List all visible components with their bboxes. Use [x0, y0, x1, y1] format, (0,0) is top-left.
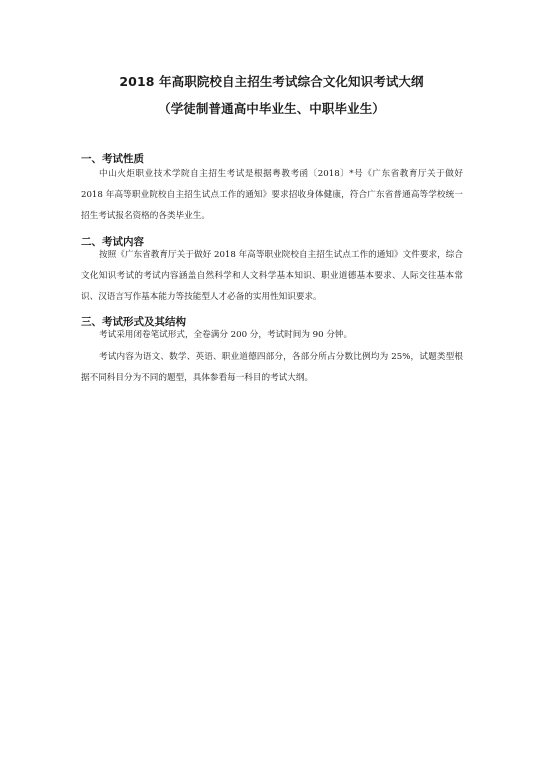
section-heading-format: 三、考试形式及其结构 — [81, 316, 186, 328]
section-content-paragraph: 按照《广东省教育厅关于做好 2018 年高等职业院校自主招生试点工作的通知》文件要求，综合文化知识考试的考试内容涵盖自然科学和人文科学基本知识、职业道德基本要求、人际交往基本常识、汉语言写作基本能力等技能型人才必备的实用性知识要求。 — [81, 250, 463, 303]
document-subtitle: （学徒制普通高中毕业生、中职毕业生） — [158, 101, 385, 116]
section-format-paragraph-2: 考试内容为语文、数学、英语、职业道德四部分，各部分所占分数比例均为 25%，试题类型根据不同科目分为不同的题型，具体参看每一科目的考试大纲。 — [81, 352, 463, 384]
section-nature-paragraph: 中山火炬职业技术学院自主招生考试是根据粤教考函〔2018〕*号《广东省教育厅关于做好 2018 年高等职业院校自主招生试点工作的通知》要求招收身体健康，符合广东省普通高等学校统一招生考试报名资格的各类毕业生。 — [81, 169, 463, 222]
section-format-paragraph-1: 考试采用闭卷笔试形式，全卷满分 200 分，考试时间为 90 分钟。 — [99, 330, 353, 340]
section-heading-nature: 一、考试性质 — [81, 153, 144, 165]
document-title: 2018 年高职院校自主招生考试综合文化知识考试大纲 — [119, 74, 424, 89]
section-heading-content: 二、考试内容 — [81, 236, 144, 248]
